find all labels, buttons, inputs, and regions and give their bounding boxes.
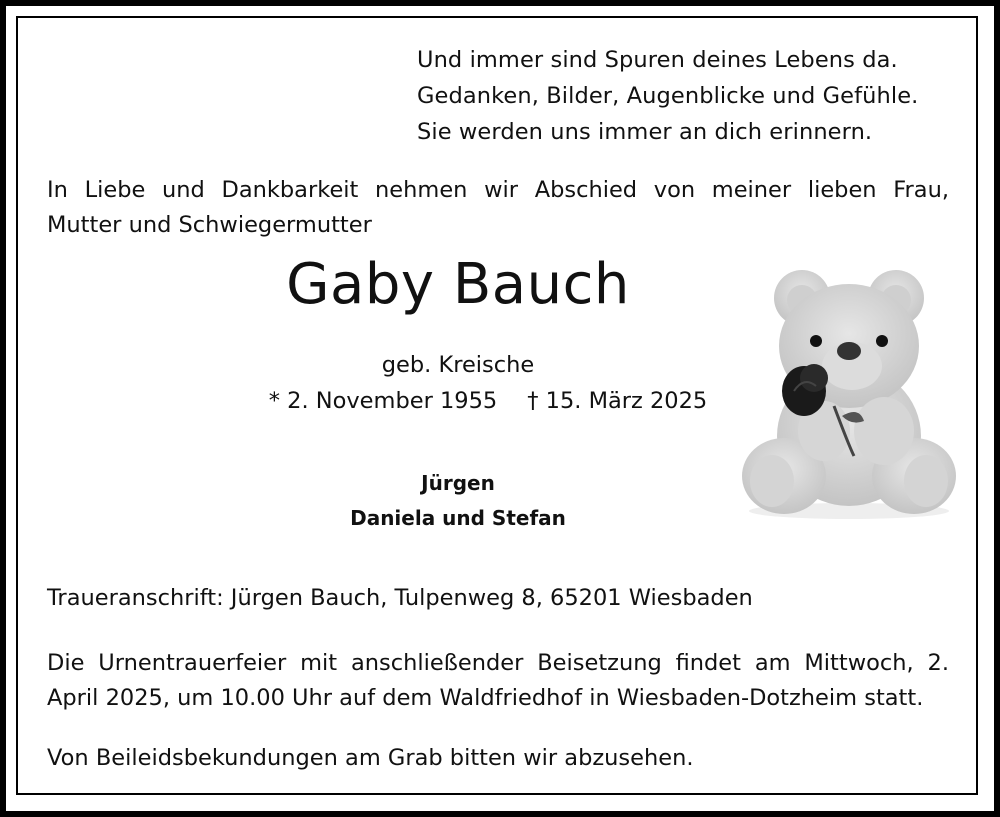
birth-name: geb. Kreische <box>381 352 535 378</box>
family-line-2: Daniela und Stefan <box>350 506 566 530</box>
word: Abschied <box>534 177 638 203</box>
ceremony-line-2: April 2025, um 10.00 Uhr auf dem Waldfriedhof in Wiesbaden-Dotzheim statt. <box>47 685 924 711</box>
word: wir <box>484 177 519 203</box>
word: Beisetzung <box>537 650 662 676</box>
word: In <box>47 177 68 203</box>
word: Urnentrauerfeier <box>98 650 287 676</box>
ceremony-line-1 <box>47 646 949 681</box>
memorial-poem <box>417 42 918 150</box>
word: 2. <box>927 650 949 676</box>
obituary-frame <box>6 6 994 811</box>
intro-line-1 <box>47 173 949 208</box>
ceremony-info <box>47 646 949 716</box>
word: am <box>754 650 791 676</box>
word: mit <box>300 650 338 676</box>
word: findet <box>675 650 741 676</box>
intro-text <box>47 173 949 243</box>
word: Die <box>47 650 85 676</box>
obituary-border <box>16 16 978 795</box>
poem-line: Und immer sind Spuren deines Lebens da. <box>417 47 898 73</box>
bereaved-family <box>218 466 698 536</box>
poem-line: Gedanken, Bilder, Augenblicke und Gefühle. <box>417 83 919 109</box>
word: Dankbarkeit <box>221 177 359 203</box>
word: Liebe <box>84 177 146 203</box>
word: Mittwoch, <box>804 650 914 676</box>
word: Frau, <box>893 177 949 203</box>
condolence-note: Von Beileidsbekundungen am Grab bitten wir abzusehen. <box>47 745 694 771</box>
word: nehmen <box>375 177 468 203</box>
mourning-address: Traueranschrift: Jürgen Bauch, Tulpenweg 8, 65201 Wiesbaden <box>47 585 753 611</box>
word: lieben <box>807 177 877 203</box>
birth-date: * 2. November 1955 <box>268 388 498 414</box>
word: von <box>653 177 696 203</box>
deceased-name: Gaby Bauch <box>286 252 630 317</box>
intro-line-2: Mutter und Schwiegermutter <box>47 212 372 238</box>
teddy-bear-image <box>724 256 974 521</box>
poem-line: Sie werden uns immer an dich erinnern. <box>417 119 873 145</box>
word: und <box>162 177 205 203</box>
life-dates <box>218 384 758 419</box>
word: anschließender <box>350 650 524 676</box>
word: meiner <box>711 177 792 203</box>
obituary-notice <box>18 18 976 793</box>
family-line-1: Jürgen <box>421 471 495 495</box>
death-date: † 15. März 2025 <box>527 388 708 414</box>
